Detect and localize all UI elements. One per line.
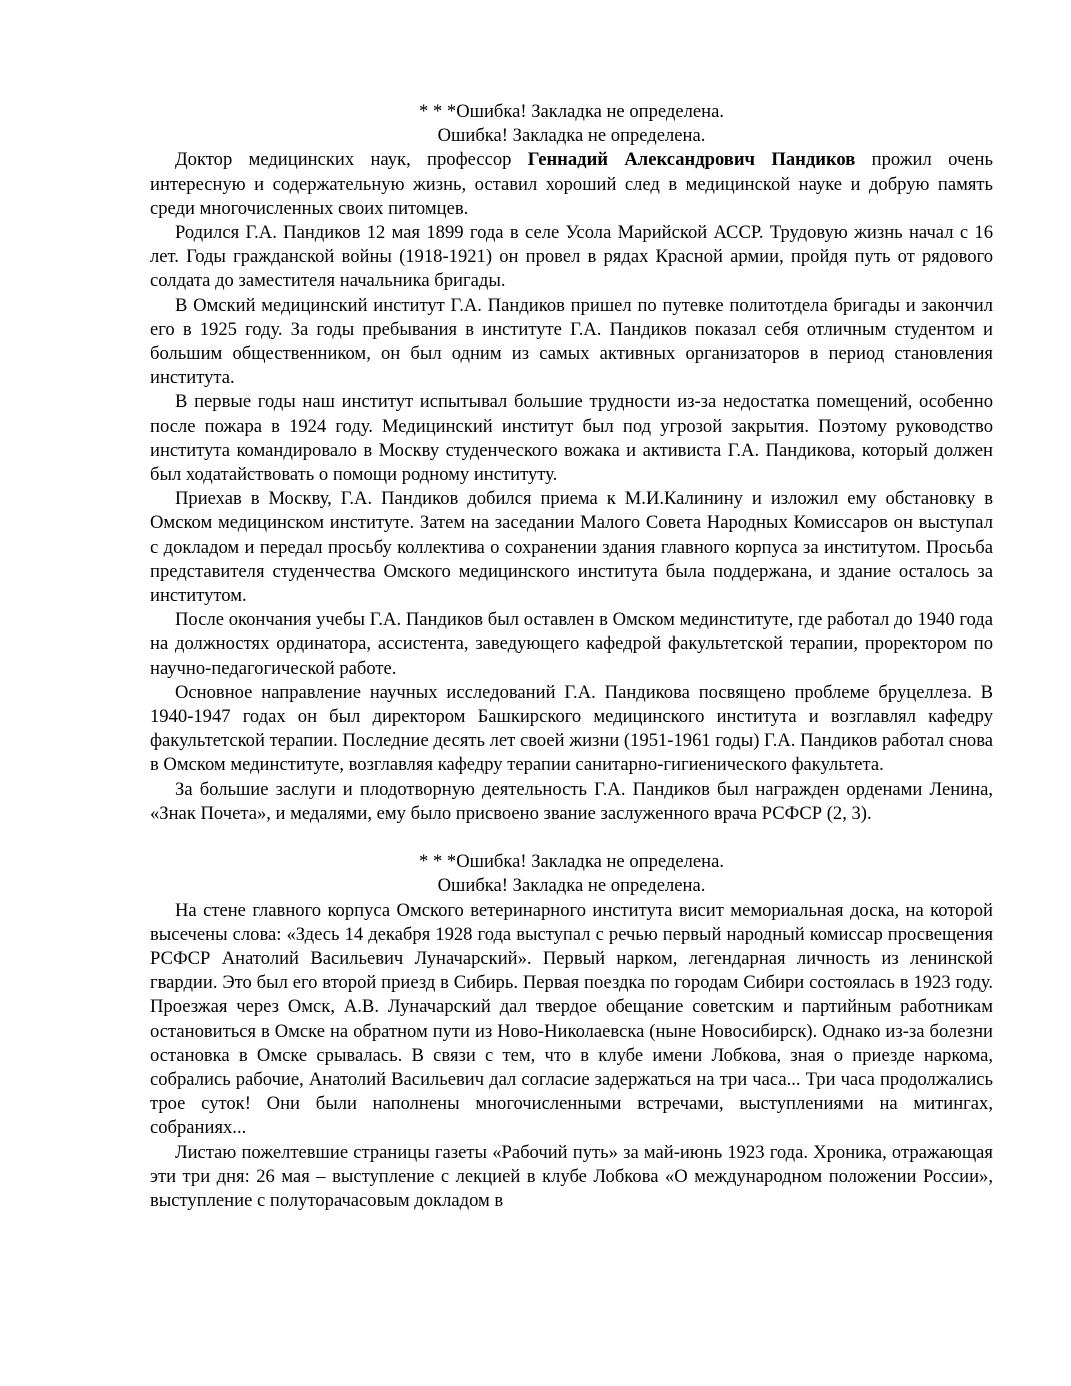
paragraph: Основное направление научных исследований Г.А. Пандикова посвящено проблеме бруцеллеза. В 1940-1947 годах он был директором Башкирского медицинского института и возглавлял кафедру факультетской терапии. Последние десять лет своей жизни (1951-1961 годы) Г.А. Пандиков работал снова в Омском мединституте, возглавляя кафедру терапии санитарно-гигиенического факультета. <box>150 681 993 776</box>
person-name: Геннадий Александрович Пандиков <box>527 149 856 171</box>
paragraph: В Омский медицинский институт Г.А. Пандиков пришел по путевке политотдела бригады и закончил его в 1925 году. За годы пребывания в институте Г.А. Пандиков показал себя отличным студентом и большим общественником, он был одним из самых активных организаторов в период становления института. <box>150 294 993 389</box>
section-heading: * * *Ошибка! Закладка не определена. <box>419 851 724 873</box>
paragraph <box>150 148 993 221</box>
paragraph-text: прожил очень интересную и содержательную жизнь, оставил хороший след в медицинской науке и добрую память среди многочисленных своих питомцев. <box>150 149 993 219</box>
section-subheading: Ошибка! Закладка не определена. <box>437 875 706 897</box>
paragraph: В первые годы наш институт испытывал большие трудности из-за недостатка помещений, особенно после пожара в 1924 году. Медицинский институт был под угрозой закрытия. Поэтому руководство института командировало в Москву студенческого вожака и активиста Г.А. Пандикова, который должен был ходатайствовать о помощи родному институту. <box>150 391 993 486</box>
paragraph-text: Доктор медицинских наук, профессор <box>175 149 528 171</box>
paragraph: После окончания учебы Г.А. Пандиков был оставлен в Омском мединституте, где работал до 1940 года на должностях ординатора, ассистента, заведующего кафедрой факультетской терапии, проректором по научно-педагогической работе. <box>150 609 993 679</box>
paragraph: Родился Г.А. Пандиков 12 мая 1899 года в селе Усола Марийской АССР. Трудовую жизнь начал с 16 лет. Годы гражданской войны (1918-1921) он провел в рядах Красной армии, пройдя путь от рядового солдата до заместителя начальника бригады. <box>150 222 993 292</box>
section-lunacharsky <box>150 850 993 1213</box>
paragraph: Листаю пожелтевшие страницы газеты «Рабочий путь» за май-июнь 1923 года. Хроника, отражающая эти три дня: 26 мая – выступление с лекцией в клубе Лобкова «О международном положении России», выступление с полуторачасовым докладом в <box>150 1141 993 1211</box>
section-pandikov <box>150 100 993 826</box>
section-spacer <box>150 826 993 850</box>
document-page <box>150 100 993 1213</box>
paragraph: За большие заслуги и плодотворную деятельность Г.А. Пандиков был награжден орденами Ленина, «Знак Почета», и медалями, ему было присвоено звание заслуженного врача РСФСР (2, 3). <box>150 778 993 824</box>
paragraph: На стене главного корпуса Омского ветеринарного института висит мемориальная доска, на которой высечены слова: «Здесь 14 декабря 1928 года выступал с речью первый народный комиссар просвещения РСФСР Анатолий Васильевич Луначарский». Первый нарком, легендарная личность из ленинской гвардии. Это был его второй приезд в Сибирь. Первая поездка по городам Сибири состоялась в 1923 году. Проезжая через Омск, А.В. Луначарский дал твердое обещание советским и партийным работникам остановиться в Омске на обратном пути из Ново-Николаевска (ныне Новосибирск). Однако из-за болезни остановка в Омске срывалась. В связи с тем, что в клубе имени Лобкова, зная о приезде наркома, собрались рабочие, Анатолий Васильевич дал согласие задержаться на три часа... Три часа продолжались трое суток! Они были наполнены многочисленными встречами, выступлениями на митингах, собраниях... <box>150 899 993 1139</box>
section-heading: * * *Ошибка! Закладка не определена. <box>419 101 724 122</box>
section-subheading: Ошибка! Закладка не определена. <box>437 125 706 147</box>
paragraph: Приехав в Москву, Г.А. Пандиков добился приема к М.И.Калинину и изложил ему обстановку в Омском медицинском институте. Затем на заседании Малого Совета Народных Комиссаров он выступал с докладом и передал просьбу коллектива о сохранении здания главного корпуса за институтом. Просьба представителя студенчества Омского медицинского института была поддержана, и здание осталось за институтом. <box>150 488 993 607</box>
